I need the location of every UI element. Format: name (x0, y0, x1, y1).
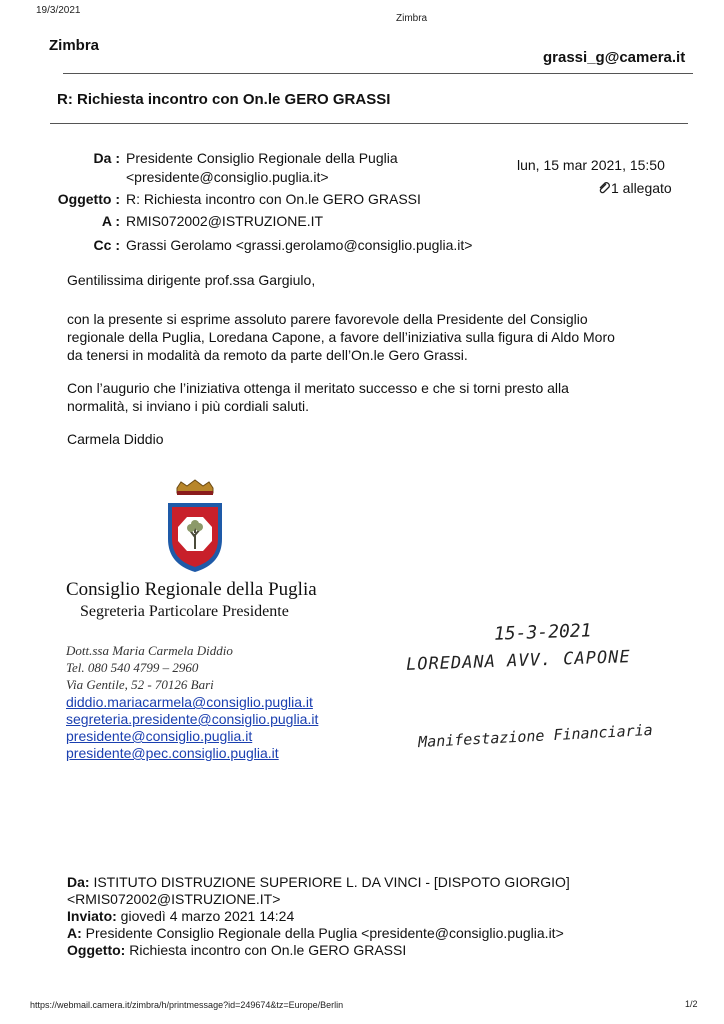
email-link[interactable]: presidente@pec.consiglio.puglia.it (66, 745, 279, 761)
fwd-sent-value: giovedì 4 marzo 2021 14:24 (120, 908, 295, 924)
handwritten-name: LOREDANA AVV. CAPONE (405, 647, 631, 675)
attachment-count: 1 allegato (611, 180, 672, 196)
cc-label: Cc : (93, 237, 120, 253)
print-date: 19/3/2021 (36, 5, 81, 16)
user-email: grassi_g@camera.it (543, 49, 686, 66)
fwd-sent-label: Inviato: (67, 908, 117, 924)
message-date: lun, 15 mar 2021, 15:50 (517, 157, 665, 173)
body-line: con la presente si esprime assoluto parere favorevole della Presidente del Consiglio (67, 311, 588, 327)
body-line: regionale della Puglia, Loredana Capone, a favore dell’iniziativa sulla figura di Aldo Moro (67, 329, 615, 345)
print-title: Zimbra (396, 13, 428, 24)
body-paragraph-1 (67, 310, 667, 364)
paperclip-icon (597, 181, 611, 195)
body-line: normalità, si inviano i più cordiali saluti. (67, 398, 309, 414)
fwd-from-label: Da: (67, 874, 90, 890)
fwd-from-email: <RMIS072002@ISTRUZIONE.IT> (67, 891, 281, 907)
from-email: <presidente@consiglio.puglia.it> (126, 169, 329, 185)
signature-tel: Tel. 080 540 4799 – 2960 (66, 660, 199, 675)
page-number: 1/2 (685, 999, 698, 1009)
body-line: da tenersi in modalità da remoto da parte dell’On.le Gero Grassi. (67, 347, 468, 363)
attachment-indicator[interactable] (597, 180, 672, 196)
signature-address: Via Gentile, 52 - 70126 Bari (66, 677, 214, 692)
cc-value: Grassi Gerolamo <grassi.gerolamo@consiglio.puglia.it> (126, 237, 473, 253)
fwd-to-row (67, 925, 564, 942)
email-link[interactable]: diddio.mariacarmela@consiglio.puglia.it (66, 694, 313, 710)
fwd-to-label: A: (67, 925, 82, 941)
greeting: Gentilissima dirigente prof.ssa Gargiulo, (67, 272, 316, 288)
body-paragraph-2 (67, 379, 667, 415)
fwd-from-row (67, 874, 570, 891)
fwd-subject-value: Richiesta incontro con On.le GERO GRASSI (129, 942, 407, 958)
email-link[interactable]: segreteria.presidente@consiglio.puglia.it (66, 711, 319, 727)
fwd-subject-label: Oggetto: (67, 942, 126, 958)
to-value: RMIS072002@ISTRUZIONE.IT (126, 213, 324, 229)
subject-divider (50, 123, 688, 124)
fwd-from-value: ISTITUTO DISTRUZIONE SUPERIORE L. DA VINCI - [DISPOTO GIORGIO] (93, 874, 570, 890)
org-name: Consiglio Regionale della Puglia (66, 579, 317, 600)
email-link[interactable]: presidente@consiglio.puglia.it (66, 728, 253, 744)
fwd-subject-row (67, 942, 406, 959)
signature-person: Dott.ssa Maria Carmela Diddio (66, 643, 233, 658)
signoff: Carmela Diddio (67, 431, 164, 447)
body-line: Con l’augurio che l’iniziativa ottenga il meritato successo e che si torni presto alla (67, 380, 569, 396)
handwritten-note: Manifestazione Financiaria (417, 720, 654, 752)
org-subtitle: Segreteria Particolare Presidente (80, 603, 289, 620)
signature-details (66, 642, 233, 693)
fwd-to-value: Presidente Consiglio Regionale della Puglia <presidente@consiglio.puglia.it> (85, 925, 564, 941)
to-label: A : (101, 213, 120, 229)
regional-crest-logo (165, 479, 225, 574)
header-divider (63, 73, 693, 74)
subject-value: R: Richiesta incontro con On.le GERO GRASSI (126, 191, 421, 207)
from-label: Da : (93, 150, 120, 166)
subject-label: Oggetto : (57, 191, 120, 207)
message-subject-title: R: Richiesta incontro con On.le GERO GRASSI (57, 91, 391, 108)
print-url: https://webmail.camera.it/zimbra/h/printmessage?id=249674&tz=Europe/Berlin (30, 1000, 344, 1010)
from-name: Presidente Consiglio Regionale della Puglia (126, 150, 398, 166)
signature-links (66, 694, 318, 762)
handwritten-date: 15-3-2021 (493, 620, 592, 645)
fwd-sent-row (67, 908, 294, 925)
app-name: Zimbra (49, 37, 100, 54)
